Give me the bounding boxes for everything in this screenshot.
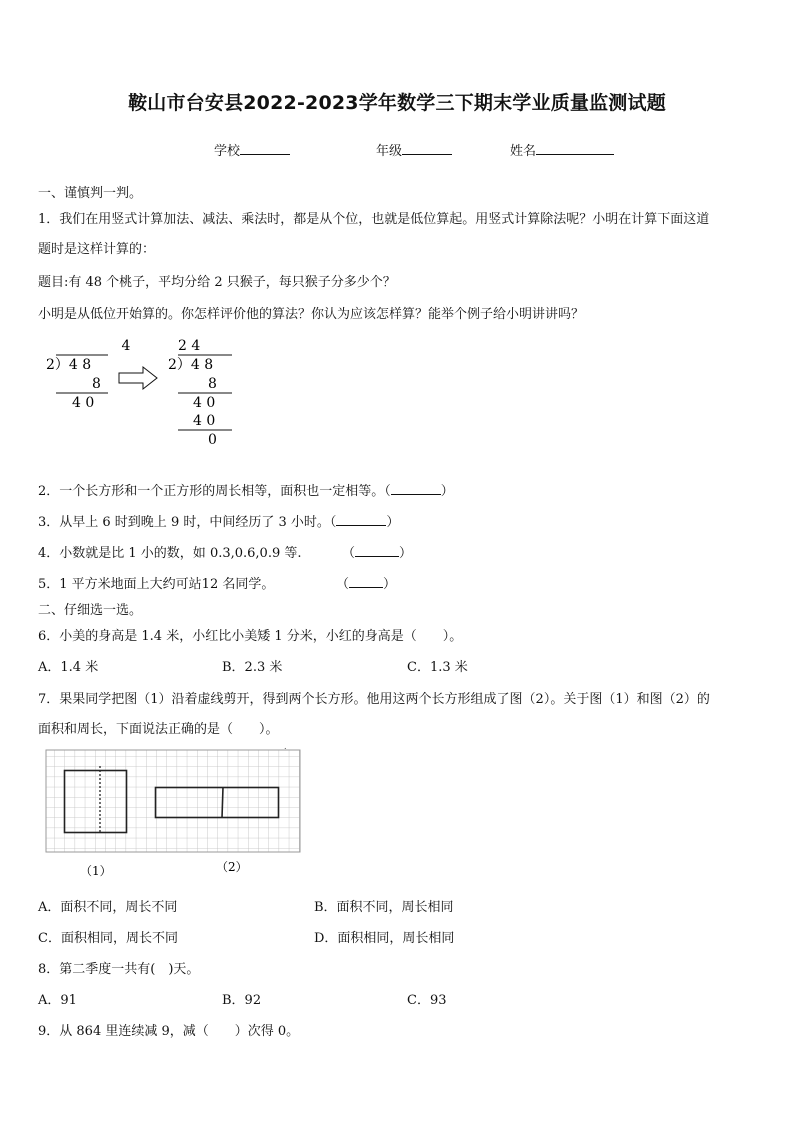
q4-text: 4．小数就是比 1 小的数，如 0.3,0.6,0.9 等. [38,546,302,561]
q5-text: 5．1 平方米地面上大约可站12 名同学。 [38,577,275,592]
left-dividend-row: 2）4 8 [46,357,92,373]
grid-background [46,750,300,852]
q7-line2: 面积和周长，下面说法正确的是（ ）。 [38,722,279,737]
q5-answer [336,573,396,592]
division-figure [38,334,248,452]
q1-line3: 题目:有 48 个桃子，平均分给 2 只猴子，每只猴子分多少个？ [38,275,396,290]
right-sub2: 4 0 [193,413,216,429]
section-heading-1: 一、谨慎判一判。 [38,186,143,201]
q3 [38,511,399,530]
grade-field [376,140,452,159]
section-heading-2: 二、仔细选一选。 [38,603,143,618]
q6-option-c[interactable]: C．1.3 米 [407,660,468,675]
school-field [214,140,290,159]
q7-option-c[interactable]: C．面积相同，周长不同 [38,931,178,946]
q7-line1: 7．果果同学把图（1）沿着虚线剪开，得到两个长方形。他用这两个长方形组成了图（2）。关于图（1）和图（2）的 [38,692,710,707]
q6-option-a[interactable]: A．1.4 米 [38,660,99,675]
q2-close: ） [440,484,454,499]
q8-text: 8．第二季度一共有( )天。 [38,962,200,977]
q1-line1: 1．我们在用竖式计算加法、减法、乘法时，都是从个位，也就是低位算起。用竖式计算除法呢？小明在计算下面这道 [38,212,710,227]
q4-open: （ [342,546,356,561]
svg-text:.: . [284,746,287,751]
q3-answer-blank[interactable] [336,513,386,526]
q4-answer-blank[interactable] [355,544,399,557]
q8-option-a[interactable]: A．91 [38,993,77,1008]
right-rem2: 0 [208,432,217,448]
q4-close: ） [399,546,413,561]
page-title: 鞍山市台安县2022-2023学年数学三下期末学业质量监测试题 [128,92,666,114]
right-quotient: 2 4 [178,338,201,354]
q1-line2: 题时是这样计算的： [38,242,156,257]
q6-text: 6．小美的身高是 1.4 米，小红比小美矮 1 分米，小红的身高是（ ）。 [38,629,463,644]
q4-answer [342,542,412,561]
q5-close: ） [383,577,397,592]
left-quotient: 4 [121,338,131,354]
grade-blank[interactable] [402,142,452,155]
right-sub1: 8 [208,376,217,392]
grade-label: 年级 [376,144,403,159]
arrow-right-icon [119,367,157,389]
left-sub1: 8 [92,376,101,392]
q5-open: （ [336,577,350,592]
q8-option-c[interactable]: C．93 [407,993,447,1008]
name-blank[interactable] [536,142,614,155]
right-dividend-row: 2）4 8 [168,357,214,373]
q1-line4: 小明是从低位开始算的。你怎样评价他的算法？你认为应该怎样算？能举个例子给小明讲讲吗？ [38,307,585,322]
q3-close: ） [386,515,400,530]
right-rem1: 4 0 [193,395,216,411]
q7-option-d[interactable]: D．面积相同，周长相同 [314,931,455,946]
q4 [38,542,302,561]
q8-option-b[interactable]: B．92 [222,993,262,1008]
q7-option-a[interactable]: A．面积不同，周长不同 [38,900,178,915]
school-blank[interactable] [240,142,290,155]
left-rem1: 4 0 [72,395,95,411]
q2-text: 2．一个长方形和一个正方形的周长相等，面积也一定相等。（ [38,484,391,499]
figure2-label: （2） [216,860,248,874]
figure2-divider [222,787,223,818]
q2-answer-blank[interactable] [391,482,441,495]
q2 [38,480,454,499]
grid-figure [44,746,304,878]
q5-answer-blank[interactable] [349,575,383,588]
q5 [38,573,274,592]
figure1-label: （1） [80,864,112,878]
q6-option-b[interactable]: B．2.3 米 [222,660,283,675]
q7-option-b[interactable]: B．面积不同，周长相同 [314,900,454,915]
q9-text: 9．从 864 里连续减 9，减（ ）次得 0。 [38,1024,300,1039]
name-label: 姓名 [510,144,537,159]
name-field [510,140,614,159]
school-label: 学校 [214,144,241,159]
q3-text: 3．从早上 6 时到晚上 9 时，中间经历了 3 小时。（ [38,515,337,530]
